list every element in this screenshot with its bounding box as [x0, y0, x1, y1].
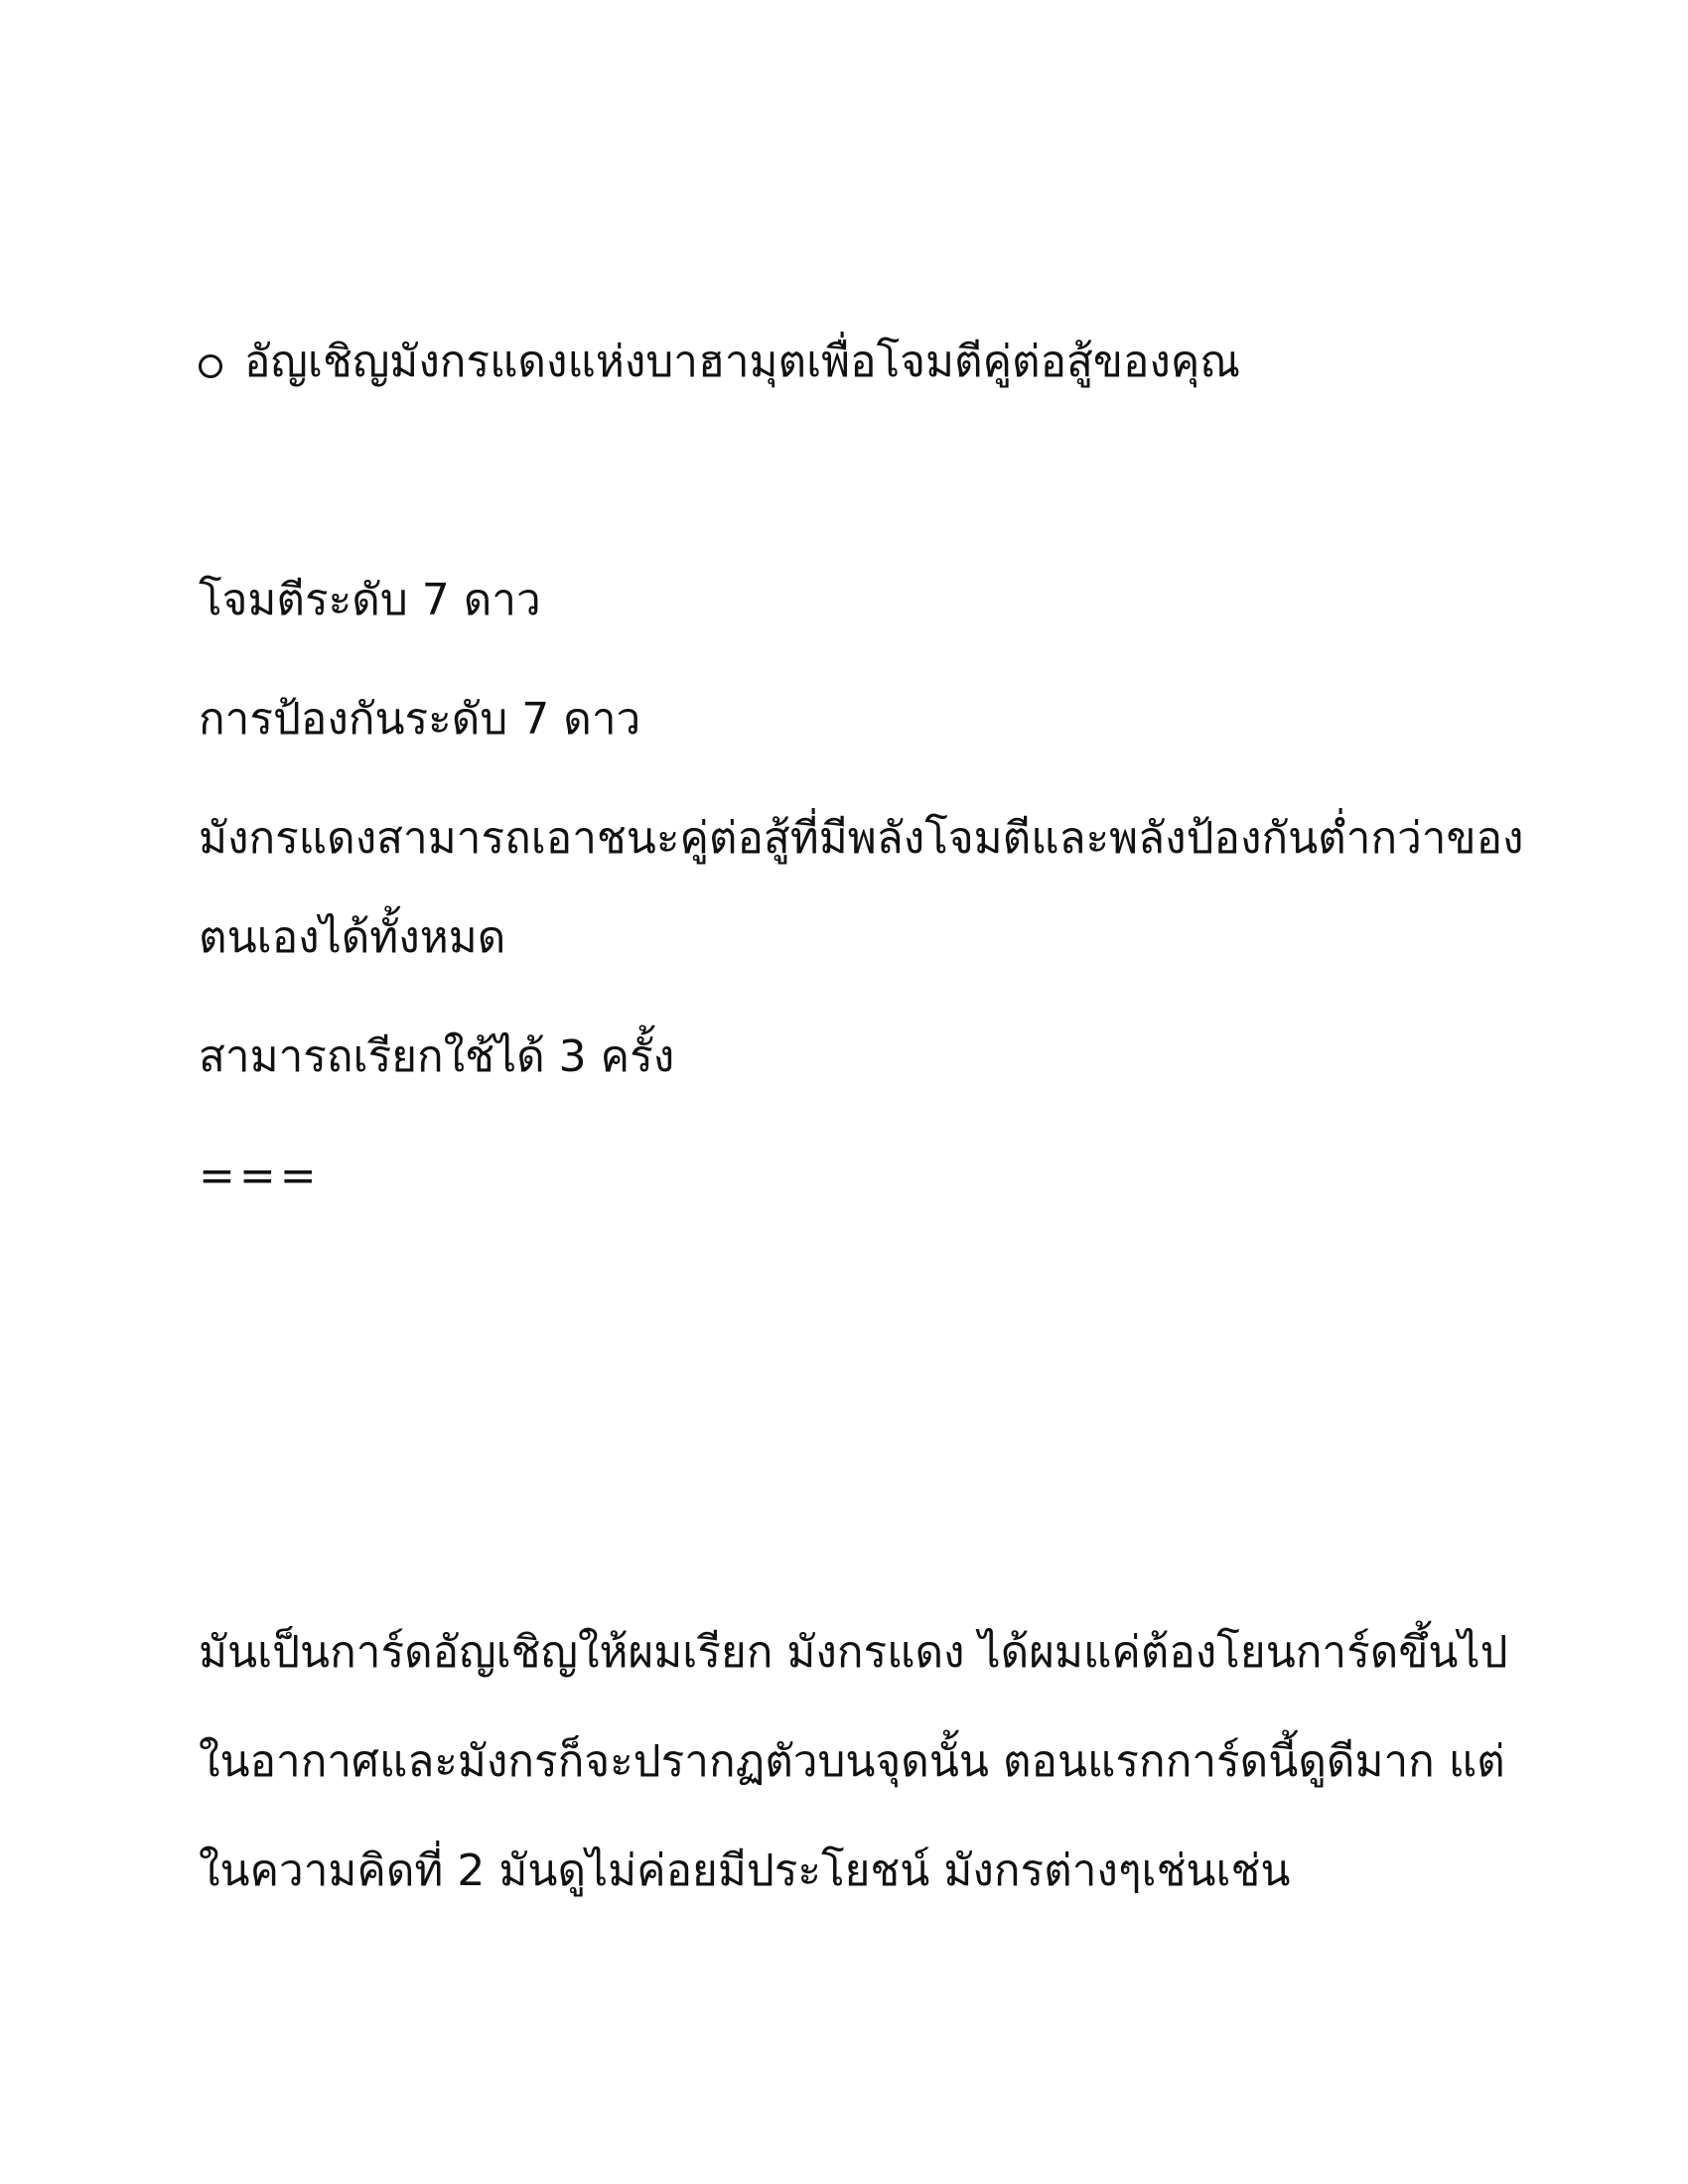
- attack-stat: โจมตีระดับ 7 ดาว: [199, 575, 541, 625]
- narrative-line-3: ในความคิดที่ 2 มันดูไม่ค่อยมีประโยชน์ มังกรต่างๆเช่นเช่น: [199, 1845, 1291, 1896]
- section-separator: ===: [199, 1151, 321, 1201]
- narrative-line-1: มันเป็นการ์ดอัญเชิญให้ผมเรียก มังกรแดง ได้ผมแค่ต้องโยนการ์ดขึ้นไป: [199, 1627, 1508, 1678]
- ability-line-2: ตนเองได้ทั้งหมด: [199, 912, 506, 963]
- narrative-line-2: ในอากาศและมังกรก็จะปรากฏตัวบนจุดนั้น ตอนแรกการ์ดนี้ดูดีมาก แต่: [199, 1736, 1505, 1787]
- card-heading: [199, 333, 1240, 392]
- card-heading-text: อัญเชิญมังกรแดงแห่งบาฮามุตเพื่อโจมตีคู่ต่อสู้ของคุณ: [244, 337, 1241, 387]
- defense-stat: การป้องกันระดับ 7 ดาว: [199, 694, 641, 745]
- circle-bullet-icon: [199, 354, 222, 378]
- ability-line-1: มังกรแดงสามารถเอาชนะคู่ต่อสู้ที่มีพลังโจมตีและพลังป้องกันต่ำกว่าของ: [199, 813, 1524, 864]
- uses-count: สามารถเรียกใช้ได้ 3 ครั้ง: [199, 1031, 675, 1082]
